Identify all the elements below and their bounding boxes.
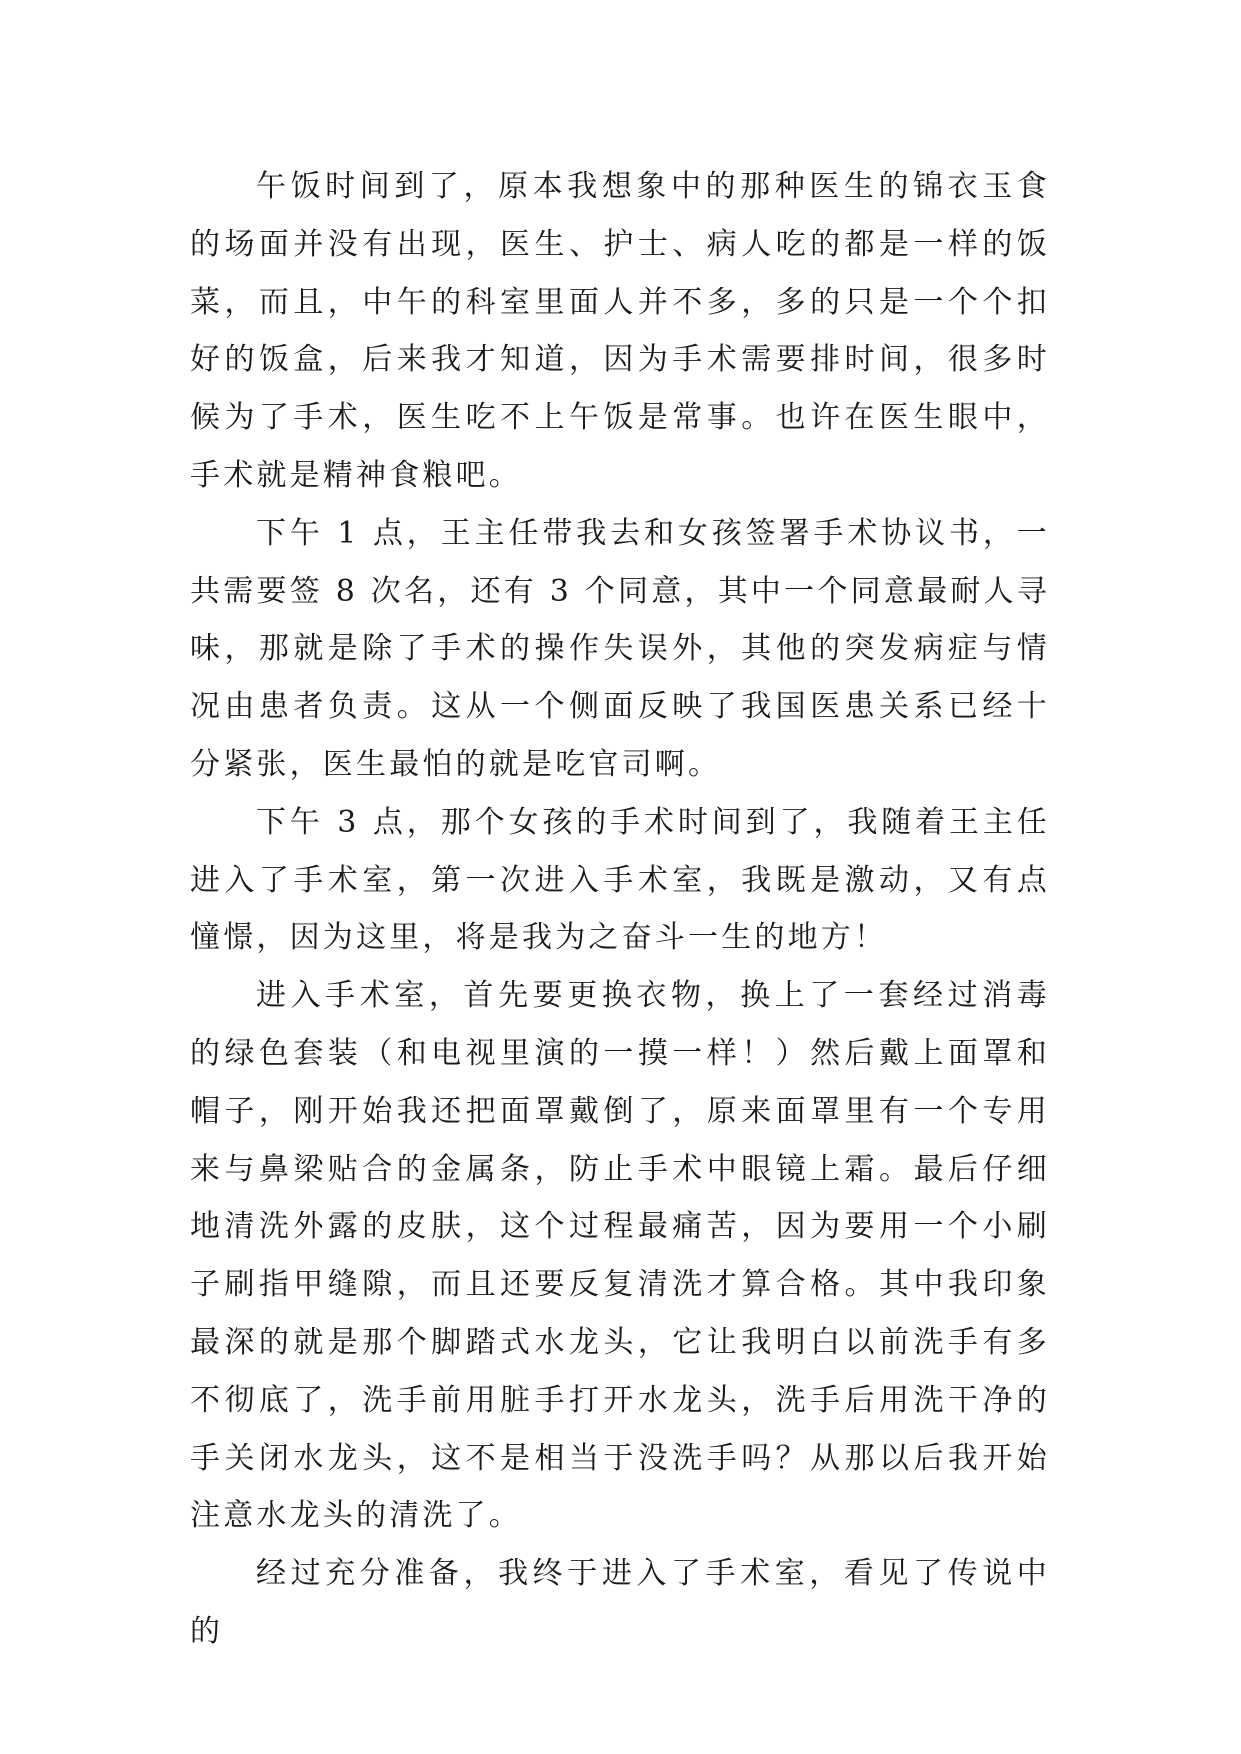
body-text (190, 158, 1050, 1661)
paragraph-preparation: 进入手术室，首先要更换衣物，换上了一套经过消毒的绿色套装（和电视里演的一摸一样！）然后戴上面罩和帽子，刚开始我还把面罩戴倒了，原来面罩里有一个专用来与鼻梁贴合的金属条，防止手术中眼镜上霜。最后仔细地清洗外露的皮肤，这个过程最痛苦，因为要用一个小刷子刷指甲缝隙，而且还要反复清洗才算合格。其中我印象最深的就是那个脚踏式水龙头，它让我明白以前洗手有多不彻底了，洗手前用脏手打开水龙头，洗手后用洗干净的手关闭水龙头，这不是相当于没洗手吗？从那以后我开始注意水龙头的清洗了。 (190, 978, 1050, 1534)
paragraph-lunch: 午饭时间到了，原本我想象中的那种医生的锦衣玉食的场面并没有出现，医生、护士、病人吃的都是一样的饭菜，而且，中午的科室里面人并不多，多的只是一个个扣好的饭盒，后来我才知道，因为手术需要排时间，很多时候为了手术，医生吃不上午饭是常事。也许在医生眼中，手术就是精神食粮吧。 (190, 169, 1050, 493)
paragraph-operating-room: 经过充分准备，我终于进入了手术室，看见了传说中的 (190, 1556, 1050, 1649)
paragraph-consent-form: 下午 1 点，王主任带我去和女孩签署手术协议书，一共需要签 8 次名，还有 3 个同意，其中一个同意最耐人寻味，那就是除了手术的操作失误外，其他的突发病症与情况由患者负责。这从一个侧面反映了我国医患关系已经十分紧张，医生最怕的就是吃官司啊。 (190, 515, 1050, 782)
paragraph-enter-operating-room: 下午 3 点，那个女孩的手术时间到了，我随着王主任进入了手术室，第一次进入手术室，我既是激动，又有点憧憬，因为这里，将是我为之奋斗一生的地方！ (190, 804, 1050, 956)
